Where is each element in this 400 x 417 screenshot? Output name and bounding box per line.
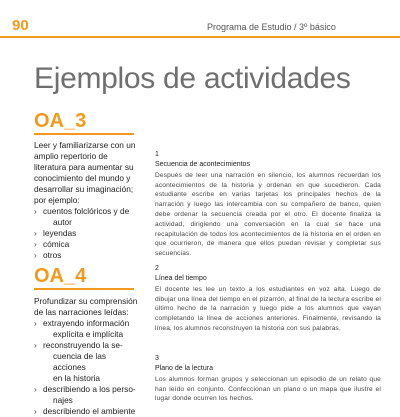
list-item: › cómica	[34, 239, 70, 249]
bullet-icon: ›	[34, 239, 37, 249]
program-title: Programa de Estudio / 3º básico	[207, 22, 336, 32]
objective-block-oa3	[34, 140, 139, 261]
objective-list	[34, 318, 139, 417]
bullet-icon: ›	[34, 318, 37, 328]
list-item: › otros	[34, 250, 62, 260]
activity-1	[155, 150, 381, 259]
header-divider	[0, 36, 400, 38]
activity-3	[155, 354, 381, 404]
list-item: › describiendo el ambiente	[34, 406, 136, 416]
bullet-icon: ›	[34, 406, 37, 416]
bullet-icon: ›	[34, 250, 37, 260]
list-item: › reconstruyendo la se- cuencia de las acciones en la historia	[34, 340, 123, 383]
objective-code-oa3: OA_3	[34, 110, 87, 132]
list-item: › extrayendo información explícita e implícita	[34, 318, 130, 339]
activity-number: 1	[155, 151, 159, 158]
activity-2	[155, 264, 381, 334]
bullet-icon: ›	[34, 206, 37, 216]
section-title: Ejemplos de actividades	[34, 62, 351, 95]
activity-number: 3	[155, 355, 159, 362]
list-item: › leyendas	[34, 228, 77, 238]
objective-divider	[34, 133, 134, 135]
list-item: › describiendo a los perso- najes	[34, 384, 136, 405]
objective-list	[34, 206, 139, 261]
activity-number: 2	[155, 265, 159, 272]
objective-code-oa4: OA_4	[34, 265, 87, 287]
activity-title: Plano de la lectura	[155, 365, 213, 372]
activity-body: Después de leer una narración en silencio, los alumnos recuerdan los acontecimientos de la historia y ordenan en que sucedieron. Cada estudiante escribe en varias tarjetas los principales hechos de la narración y luego las intercambia con su compañero de banco, quien debe ordenar la secuencia creada por el otro. El docente finaliza la actividad, dirigiendo una conversación en la cual se hace una recapitulación de todos los acontecimientos de la historia en el orden en que ocurrieron, de manera que ellos puedan revisar y completar sus secuencias.	[155, 171, 381, 258]
bullet-icon: ›	[34, 384, 37, 394]
objective-block-oa4	[34, 296, 139, 417]
objective-intro: Leer y familiarizarse con un amplio repertorio de literatura para aumentar su conocimiento del mundo y desarrollar su imaginación; por ejemplo:	[34, 140, 136, 205]
bullet-icon: ›	[34, 228, 37, 238]
activity-title: Línea del tiempo	[155, 275, 207, 282]
objective-intro: Profundizar su comprensión de las narraciones leídas:	[34, 296, 138, 317]
list-item: › cuentos folclóricos y de autor	[34, 206, 130, 227]
activity-body: Los alumnos forman grupos y seleccionan un episodio de un relato que han leído en conjunto. Confeccionan un plano o un mapa que ilustre el lugar donde ocurren los hechos.	[155, 375, 381, 403]
activity-body: El docente les lee un texto a los estudiantes en voz alta. Luego de dibujar una línea del tiempo en el pizarrón, al final de la lectura escribe el último hecho de la narración y luego pide a los alumnos que vayan completando la línea de acciones anteriores. Finalmente, revisando la línea, los alumnos reconstruyen la historia con sus palabras.	[155, 285, 381, 332]
objective-divider	[34, 288, 134, 290]
page-number: 90	[12, 17, 29, 34]
activity-title: Secuencia de acontecimientos	[155, 161, 250, 168]
bullet-icon: ›	[34, 340, 37, 350]
